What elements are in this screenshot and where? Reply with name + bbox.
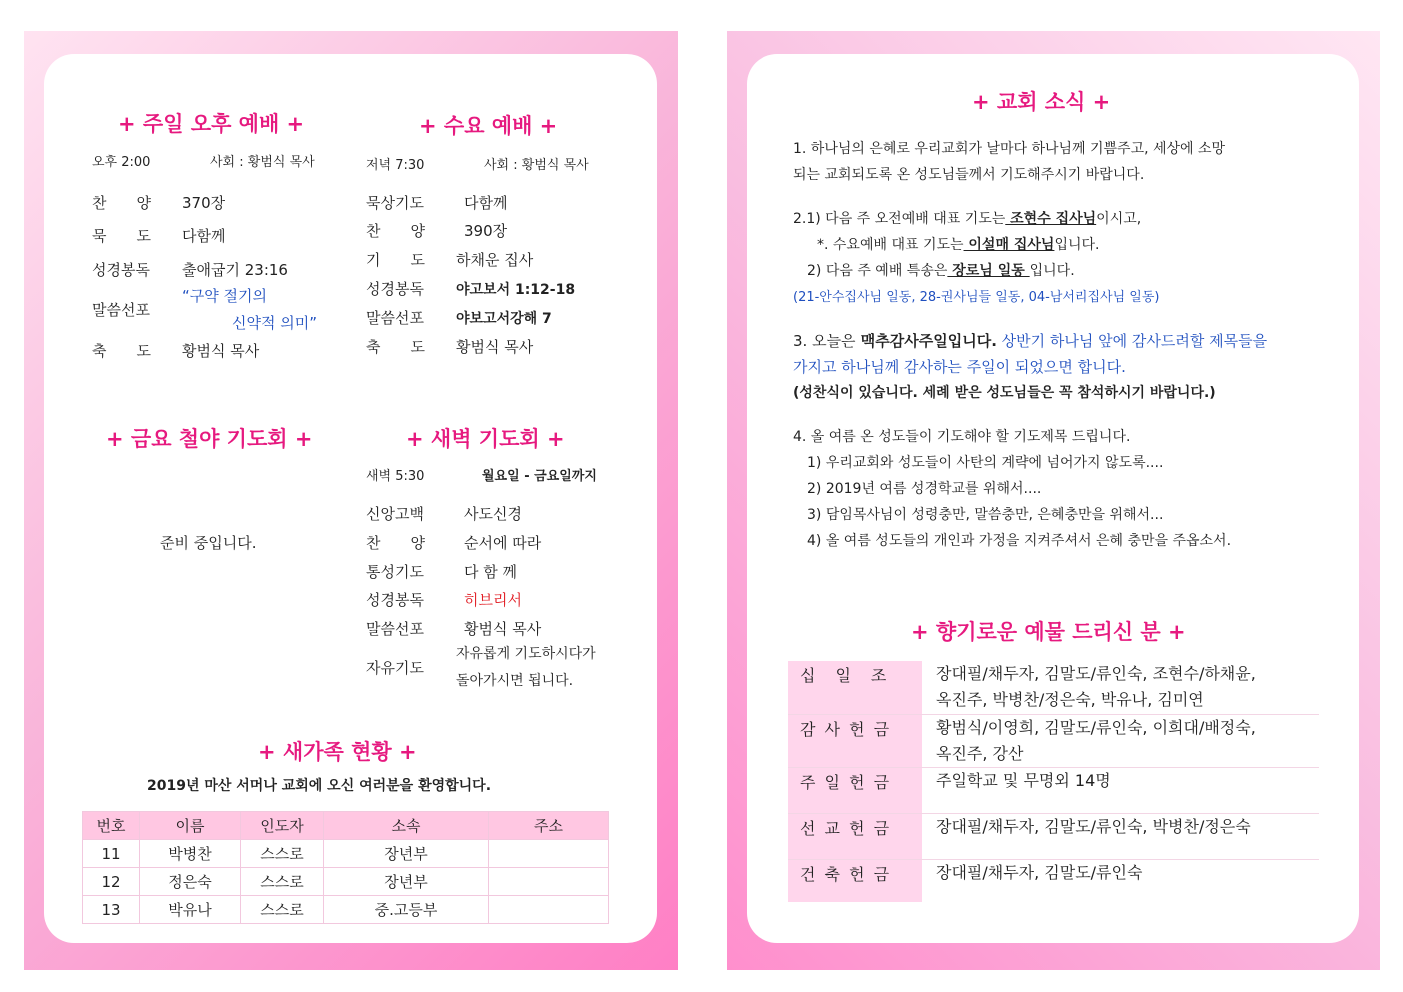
news-2-line3 — [807, 260, 1075, 280]
offering-label: 십 일 조 — [788, 661, 922, 714]
sunday-pm-label-2: 묵 도 — [92, 227, 151, 245]
header-name: 이름 — [140, 812, 241, 840]
cell-address — [489, 840, 609, 868]
wednesday-label-5: 말씀선포 — [366, 309, 424, 327]
sunday-pm-sermon-line1: “구약 절기의 — [182, 287, 267, 305]
dawn-value-2: 순서에 따라 — [464, 534, 542, 552]
dawn-value-6-line2: 돌아가시면 됩니다. — [456, 673, 574, 689]
sunday-pm-label-3: 성경봉독 — [92, 261, 150, 279]
right-page — [727, 31, 1380, 970]
cell-number: 11 — [83, 840, 140, 868]
news-3-line1 — [793, 330, 1267, 351]
header-address: 주소 — [489, 812, 609, 840]
news-2-b-post: 입니다. — [1054, 237, 1100, 253]
sunday-pm-label-5: 축 도 — [92, 342, 151, 360]
cell-address — [489, 868, 609, 896]
news-2-line4: (21-안수집사님 일동, 28-권사님들 일동, 04-남서리집사님 일동) — [793, 290, 1160, 305]
wednesday-time: 저녁 7:30 — [366, 158, 425, 173]
cell-name: 박유나 — [140, 896, 241, 924]
wednesday-value-4: 야고보서 1:12-18 — [456, 282, 576, 298]
sunday-pm-label-1: 찬 양 — [92, 194, 151, 212]
offering-value — [922, 768, 1319, 813]
cell-group: 장년부 — [324, 840, 489, 868]
sunday-pm-sermon-line2: 신약적 의미” — [232, 314, 317, 332]
news-2-c-name: 장로님 일동 — [947, 263, 1030, 279]
cell-number: 13 — [83, 896, 140, 924]
header-group: 소속 — [324, 812, 489, 840]
dawn-value-5: 황범식 목사 — [464, 620, 542, 638]
friday-title: + 금요 철야 기도회 + — [106, 427, 313, 451]
wednesday-leader: 사회 : 황범식 목사 — [484, 158, 589, 173]
dawn-value-4: 히브리서 — [464, 591, 522, 609]
offering-label: 건 축 헌 금 — [788, 860, 922, 902]
wednesday-value-6: 황범식 목사 — [456, 338, 534, 356]
news-2-line1 — [793, 208, 1141, 228]
dawn-label-2: 찬 양 — [366, 534, 425, 552]
sunday-pm-leader: 사회 : 황범식 목사 — [210, 155, 315, 170]
news-3-a-pre: 3. 오늘은 — [793, 332, 856, 350]
offering-label: 감 사 헌 금 — [788, 715, 922, 767]
cell-group: 장년부 — [324, 868, 489, 896]
news-3-a-blue: 상반기 하나님 앞에 감사드려할 제목들을 — [996, 332, 1268, 350]
news-4-item-1: 1) 우리교회와 성도들이 사탄의 계략에 넘어가지 않도록.... — [807, 455, 1164, 471]
cell-number: 12 — [83, 868, 140, 896]
new-family-title: + 새가족 현황 + — [258, 740, 417, 764]
new-family-table — [82, 811, 609, 924]
sunday-pm-time: 오후 2:00 — [92, 155, 151, 170]
news-4-item-4: 4) 올 여름 성도들의 개인과 가정을 지켜주셔서 은혜 충만을 주옵소서. — [807, 533, 1232, 549]
dawn-time: 새벽 5:30 — [366, 469, 425, 484]
wednesday-label-1: 묵상기도 — [366, 194, 424, 212]
sunday-pm-title: + 주일 오후 예배 + — [118, 112, 305, 136]
offering-label: 주 일 헌 금 — [788, 768, 922, 813]
wednesday-value-2: 390장 — [464, 222, 508, 240]
offering-value-line1: 장대필/채두자, 김말도/류인숙, 조현수/하채윤, — [936, 664, 1256, 683]
news-4-title: 4. 올 여름 온 성도들이 기도해야 할 기도제목 드립니다. — [793, 429, 1131, 445]
wednesday-label-6: 축 도 — [366, 338, 425, 356]
offerings-table — [788, 661, 1319, 902]
news-2-c-pre: 2) 다음 주 예배 특송은 — [807, 263, 948, 279]
cell-name: 박병찬 — [140, 840, 241, 868]
offering-row-thanks — [788, 715, 1319, 768]
offering-value-line1: 장대필/채두자, 김말도/류인숙, 박병찬/정은숙 — [936, 817, 1251, 836]
dawn-label-3: 통성기도 — [366, 563, 424, 581]
table-row — [83, 896, 609, 924]
news-2-a-name: 조현수 집사님 — [1005, 211, 1097, 227]
header-number: 번호 — [83, 812, 140, 840]
cell-address — [489, 896, 609, 924]
news-1-line1: 1. 하나님의 은혜로 우리교회가 날마다 하나님께 기쁨주고, 세상에 소망 — [793, 141, 1226, 157]
offering-label: 선 교 헌 금 — [788, 814, 922, 859]
left-page — [24, 31, 678, 970]
news-title: + 교회 소식 + — [972, 90, 1111, 114]
offerings-title: + 향기로운 예물 드리신 분 + — [911, 620, 1186, 644]
wednesday-value-5: 야보고서강해 7 — [456, 311, 552, 327]
offering-value — [922, 814, 1319, 859]
dawn-label-6: 자유기도 — [366, 659, 424, 677]
news-4-item-2: 2) 2019년 여름 성경학교를 위해서.... — [807, 481, 1042, 497]
cell-name: 정은숙 — [140, 868, 241, 896]
wednesday-value-3: 하채운 집사 — [456, 251, 534, 269]
news-2-a-pre: 2.1) 다음 주 오전예배 대표 기도는 — [793, 211, 1006, 227]
table-row — [83, 868, 609, 896]
news-4-item-3: 3) 담임목사님이 성령충만, 말씀충만, 은혜충만을 위해서... — [807, 507, 1164, 523]
offering-value — [922, 715, 1319, 767]
cell-guide: 스스로 — [241, 868, 324, 896]
news-2-b-name: 이설매 집사님 — [963, 237, 1055, 253]
offering-value-line1: 주일학교 및 무명외 14명 — [936, 771, 1111, 790]
news-2-b-pre: *. 수요예배 대표 기도는 — [817, 237, 964, 253]
dawn-value-3: 다 함 께 — [464, 563, 518, 581]
dawn-value-6-line1: 자유롭게 기도하시다가 — [456, 646, 596, 662]
offering-row-tithe — [788, 661, 1319, 715]
sunday-pm-value-5: 황범식 목사 — [182, 342, 260, 360]
news-2-line2 — [817, 234, 1099, 254]
sunday-pm-value-2: 다함께 — [182, 227, 226, 245]
dawn-label-1: 신앙고백 — [366, 505, 424, 523]
table-row — [83, 840, 609, 868]
wednesday-label-3: 기 도 — [366, 251, 425, 269]
cell-group: 중.고등부 — [324, 896, 489, 924]
news-3-a-bold: 맥추감사주일입니다. — [855, 332, 997, 350]
dawn-label-4: 성경봉독 — [366, 591, 424, 609]
sunday-pm-value-1: 370장 — [182, 194, 226, 212]
news-3-line3: (성찬식이 있습니다. 세례 받은 성도님들은 꼭 참석하시기 바랍니다.) — [793, 385, 1216, 401]
sunday-pm-label-4: 말씀선포 — [92, 301, 150, 319]
wednesday-value-1: 다함께 — [464, 194, 508, 212]
table-header-row — [83, 812, 609, 840]
header-guide: 인도자 — [241, 812, 324, 840]
new-family-subtitle: 2019년 마산 서머나 교회에 오신 여러분을 환영합니다. — [147, 778, 492, 794]
offering-value-line1: 황범식/이영희, 김말도/류인숙, 이희대/배정숙, — [936, 718, 1256, 737]
news-1-line2: 되는 교회되도록 온 성도님들께서 기도해주시기 바랍니다. — [793, 167, 1145, 183]
offering-row-building — [788, 860, 1319, 902]
dawn-value-1: 사도신경 — [464, 505, 522, 523]
news-2-c-post: 입니다. — [1029, 263, 1075, 279]
left-card — [44, 54, 657, 943]
offering-row-sunday — [788, 768, 1319, 814]
cell-guide: 스스로 — [241, 840, 324, 868]
news-3-line2: 가지고 하나님께 감사하는 주일이 되었으면 합니다. — [793, 358, 1126, 376]
wednesday-title: + 수요 예배 + — [419, 114, 558, 138]
offering-value — [922, 860, 1319, 902]
offering-value-line1: 장대필/채두자, 김말도/류인숙 — [936, 863, 1143, 882]
offering-value-line2: 옥진주, 강산 — [936, 744, 1024, 763]
offering-value-line2: 옥진주, 박병찬/정은숙, 박유나, 김미연 — [936, 690, 1204, 709]
wednesday-label-4: 성경봉독 — [366, 280, 424, 298]
wednesday-label-2: 찬 양 — [366, 222, 425, 240]
friday-status: 준비 중입니다. — [160, 534, 257, 552]
dawn-title: + 새벽 기도회 + — [406, 427, 565, 451]
offering-value — [922, 661, 1319, 714]
news-2-a-post: 이시고, — [1096, 211, 1142, 227]
dawn-label-5: 말씀선포 — [366, 620, 424, 638]
sunday-pm-value-3: 출애굽기 23:16 — [182, 261, 288, 279]
dawn-days: 월요일 - 금요일까지 — [482, 469, 597, 484]
cell-guide: 스스로 — [241, 896, 324, 924]
offering-row-mission — [788, 814, 1319, 860]
